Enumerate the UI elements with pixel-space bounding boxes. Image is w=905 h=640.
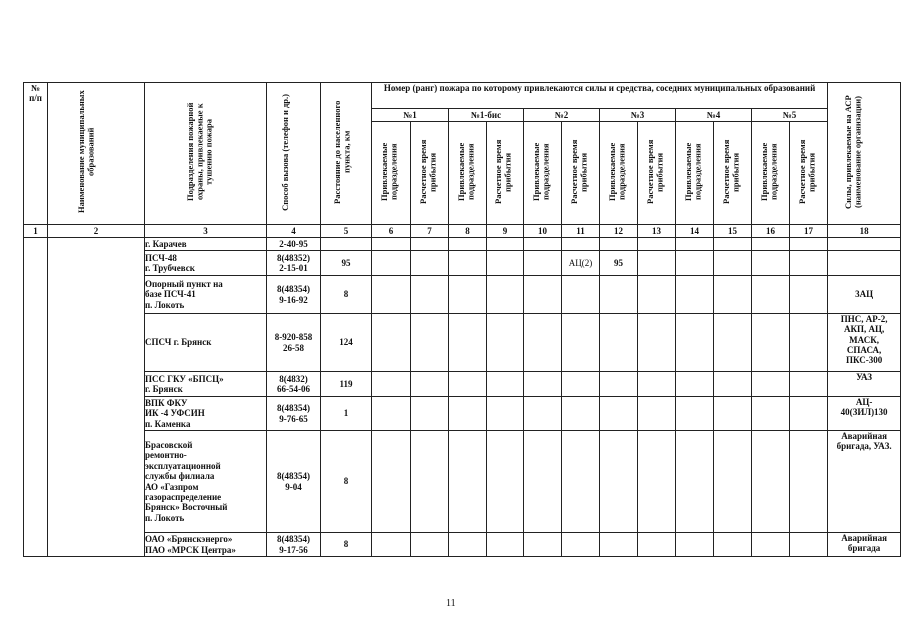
attracted-units xyxy=(372,276,411,314)
distance: 1 xyxy=(321,397,372,431)
header-rank-4: №4 xyxy=(676,109,752,122)
asr-forces: ПНС, АР-2, АКП, АЦ, МАСК, СПАСА, ПКС-300 xyxy=(828,314,901,372)
attracted-units xyxy=(752,372,790,397)
distance: 8 xyxy=(321,276,372,314)
attracted-units xyxy=(372,397,411,431)
column-number: 7 xyxy=(411,225,449,238)
attracted-units xyxy=(524,533,562,557)
header-municipality: Наименование муниципальных образований xyxy=(48,83,145,225)
arrival-time: АЦ(2) xyxy=(562,251,600,276)
arrival-time xyxy=(487,251,524,276)
asr-forces xyxy=(828,251,901,276)
table-row xyxy=(24,251,901,276)
column-number: 16 xyxy=(752,225,790,238)
arrival-time xyxy=(638,372,676,397)
call-method: 8(48352) 2-15-01 xyxy=(267,251,321,276)
call-method: 8(48354) 9-04 xyxy=(267,431,321,533)
column-number: 8 xyxy=(449,225,487,238)
header-rank-3: №3 xyxy=(600,109,676,122)
header-attracted-units: Привлекаемые подразделения xyxy=(372,122,411,225)
attracted-units xyxy=(600,372,638,397)
attracted-units xyxy=(600,431,638,533)
column-number: 3 xyxy=(145,225,267,238)
header-distance: Расстояние до населенного пункта, км xyxy=(321,83,372,225)
attracted-units xyxy=(600,314,638,372)
attracted-units xyxy=(600,397,638,431)
attracted-units xyxy=(600,533,638,557)
table-row xyxy=(24,397,901,431)
column-number: 5 xyxy=(321,225,372,238)
arrival-time xyxy=(562,533,600,557)
attracted-units xyxy=(524,372,562,397)
asr-forces xyxy=(828,238,901,251)
arrival-time xyxy=(638,397,676,431)
header-rank-1: №1 xyxy=(372,109,449,122)
arrival-time xyxy=(411,251,449,276)
header-rank-1bis: №1-бис xyxy=(449,109,524,122)
table-row xyxy=(24,533,901,557)
arrival-time xyxy=(562,431,600,533)
attracted-units xyxy=(524,276,562,314)
arrival-time xyxy=(790,533,828,557)
call-method: 8-920-858 26-58 xyxy=(267,314,321,372)
header-attracted-units: Привлекаемые подразделения xyxy=(752,122,790,225)
unit-name: СПСЧ г. Брянск xyxy=(145,314,267,372)
arrival-time xyxy=(638,533,676,557)
unit-name: Опорный пункт на базе ПСЧ-41 п. Локоть xyxy=(145,276,267,314)
arrival-time xyxy=(790,372,828,397)
attracted-units xyxy=(676,372,714,397)
unit-name: ПСС ГКУ «БПСЦ» г. Брянск xyxy=(145,372,267,397)
attracted-units xyxy=(752,397,790,431)
attracted-units xyxy=(752,314,790,372)
attracted-units xyxy=(752,276,790,314)
header-attracted-units: Привлекаемые подразделения xyxy=(676,122,714,225)
arrival-time xyxy=(714,251,752,276)
arrival-time xyxy=(487,397,524,431)
arrival-time xyxy=(487,276,524,314)
arrival-time xyxy=(638,238,676,251)
distance xyxy=(321,238,372,251)
call-method: 2-40-95 xyxy=(267,238,321,251)
attracted-units xyxy=(600,276,638,314)
attracted-units xyxy=(449,251,487,276)
attracted-units xyxy=(449,372,487,397)
column-number: 6 xyxy=(372,225,411,238)
arrival-time xyxy=(790,276,828,314)
attracted-units xyxy=(449,314,487,372)
arrival-time xyxy=(562,372,600,397)
attracted-units xyxy=(449,397,487,431)
unit-name: ОАО «Брянскэнерго» ПАО «МРСК Центра» xyxy=(145,533,267,557)
header-rank-2: №2 xyxy=(524,109,600,122)
num-cell xyxy=(24,238,48,557)
page-number: 11 xyxy=(446,598,456,609)
attracted-units xyxy=(372,533,411,557)
arrival-time xyxy=(411,372,449,397)
attracted-units xyxy=(752,431,790,533)
arrival-time xyxy=(714,431,752,533)
arrival-time xyxy=(638,251,676,276)
unit-name: г. Карачев xyxy=(145,238,267,251)
table-row xyxy=(24,276,901,314)
header-attracted-units: Привлекаемые подразделения xyxy=(524,122,562,225)
arrival-time xyxy=(638,276,676,314)
table-row xyxy=(24,314,901,372)
column-number: 12 xyxy=(600,225,638,238)
asr-forces: 3АЦ xyxy=(828,276,901,314)
arrival-time xyxy=(714,372,752,397)
attracted-units xyxy=(372,314,411,372)
distance: 95 xyxy=(321,251,372,276)
arrival-time xyxy=(790,431,828,533)
arrival-time xyxy=(411,533,449,557)
asr-forces: УАЗ xyxy=(828,372,901,397)
fire-forces-table xyxy=(23,82,901,557)
attracted-units xyxy=(676,238,714,251)
distance: 8 xyxy=(321,533,372,557)
attracted-units xyxy=(524,397,562,431)
arrival-time xyxy=(638,431,676,533)
column-number: 14 xyxy=(676,225,714,238)
attracted-units xyxy=(752,238,790,251)
table-row xyxy=(24,238,901,251)
arrival-time xyxy=(562,276,600,314)
header-rank-group: Номер (ранг) пожара по которому привлекаются силы и средства, соседних муниципальных образований xyxy=(372,83,828,109)
attracted-units xyxy=(449,276,487,314)
distance: 8 xyxy=(321,431,372,533)
header-rank-5: №5 xyxy=(752,109,828,122)
unit-name: Брасовской ремонтно- эксплуатационной службы филиала АО «Газпром газораспределение Брянск» Восточный п. Локоть xyxy=(145,431,267,533)
header-arrival-time: Расчетное время прибытия xyxy=(562,122,600,225)
attracted-units xyxy=(524,238,562,251)
unit-name: ВПК ФКУ ИК -4 УФСИН п. Каменка xyxy=(145,397,267,431)
asr-forces: Аварийная бригада xyxy=(828,533,901,557)
arrival-time xyxy=(790,251,828,276)
attracted-units xyxy=(676,397,714,431)
column-number: 15 xyxy=(714,225,752,238)
call-method: 8(4832) 66-54-06 xyxy=(267,372,321,397)
attracted-units xyxy=(449,431,487,533)
header-arrival-time: Расчетное время прибытия xyxy=(638,122,676,225)
attracted-units xyxy=(524,251,562,276)
attracted-units xyxy=(372,251,411,276)
column-number: 10 xyxy=(524,225,562,238)
attracted-units xyxy=(600,238,638,251)
column-number: 2 xyxy=(48,225,145,238)
arrival-time xyxy=(562,314,600,372)
arrival-time xyxy=(790,397,828,431)
unit-name: ПСЧ-48 г. Трубчевск xyxy=(145,251,267,276)
header-arrival-time: Расчетное время прибытия xyxy=(790,122,828,225)
arrival-time xyxy=(562,238,600,251)
header-call-method: Способ вызова (телефон и др.) xyxy=(267,83,321,225)
attracted-units xyxy=(676,314,714,372)
asr-forces: Аварийная бригада, УАЗ. xyxy=(828,431,901,533)
attracted-units xyxy=(752,251,790,276)
attracted-units xyxy=(372,238,411,251)
arrival-time xyxy=(790,238,828,251)
attracted-units xyxy=(524,431,562,533)
arrival-time xyxy=(790,314,828,372)
attracted-units: 95 xyxy=(600,251,638,276)
attracted-units xyxy=(676,533,714,557)
attracted-units xyxy=(372,372,411,397)
table-row xyxy=(24,431,901,533)
attracted-units xyxy=(676,431,714,533)
arrival-time xyxy=(714,397,752,431)
call-method: 8(48354) 9-16-92 xyxy=(267,276,321,314)
arrival-time xyxy=(487,533,524,557)
arrival-time xyxy=(487,372,524,397)
header-arrival-time: Расчетное время прибытия xyxy=(411,122,449,225)
arrival-time xyxy=(714,533,752,557)
header-attracted-units: Привлекаемые подразделения xyxy=(600,122,638,225)
attracted-units xyxy=(752,533,790,557)
arrival-time xyxy=(638,314,676,372)
arrival-time xyxy=(411,276,449,314)
header-attracted-units: Привлекаемые подразделения xyxy=(449,122,487,225)
attracted-units xyxy=(372,431,411,533)
arrival-time xyxy=(487,314,524,372)
column-number: 9 xyxy=(487,225,524,238)
call-method: 8(48354) 9-17-56 xyxy=(267,533,321,557)
column-number: 13 xyxy=(638,225,676,238)
arrival-time xyxy=(714,276,752,314)
header-asr: Силы, привлекаемые на АСР (наименование организации) xyxy=(828,83,901,225)
column-number: 11 xyxy=(562,225,600,238)
header-num: № п/п xyxy=(24,83,48,225)
arrival-time xyxy=(714,314,752,372)
attracted-units xyxy=(676,276,714,314)
distance: 124 xyxy=(321,314,372,372)
header-arrival-time: Расчетное время прибытия xyxy=(714,122,752,225)
arrival-time xyxy=(714,238,752,251)
arrival-time xyxy=(411,314,449,372)
header-arrival-time: Расчетное время прибытия xyxy=(487,122,524,225)
attracted-units xyxy=(524,314,562,372)
arrival-time xyxy=(411,397,449,431)
call-method: 8(48354) 9-76-65 xyxy=(267,397,321,431)
arrival-time xyxy=(487,431,524,533)
arrival-time xyxy=(487,238,524,251)
table-row xyxy=(24,372,901,397)
column-number: 18 xyxy=(828,225,901,238)
column-number: 1 xyxy=(24,225,48,238)
asr-forces: АЦ- 40(ЗИЛ)130 xyxy=(828,397,901,431)
arrival-time xyxy=(411,238,449,251)
header-unit: Подразделения пожарной охраны, привлекаемые к тушению пожара xyxy=(145,83,267,225)
column-number: 4 xyxy=(267,225,321,238)
attracted-units xyxy=(676,251,714,276)
arrival-time xyxy=(562,397,600,431)
distance: 119 xyxy=(321,372,372,397)
arrival-time xyxy=(411,431,449,533)
attracted-units xyxy=(449,533,487,557)
column-number: 17 xyxy=(790,225,828,238)
municipality-cell xyxy=(48,238,145,557)
attracted-units xyxy=(449,238,487,251)
